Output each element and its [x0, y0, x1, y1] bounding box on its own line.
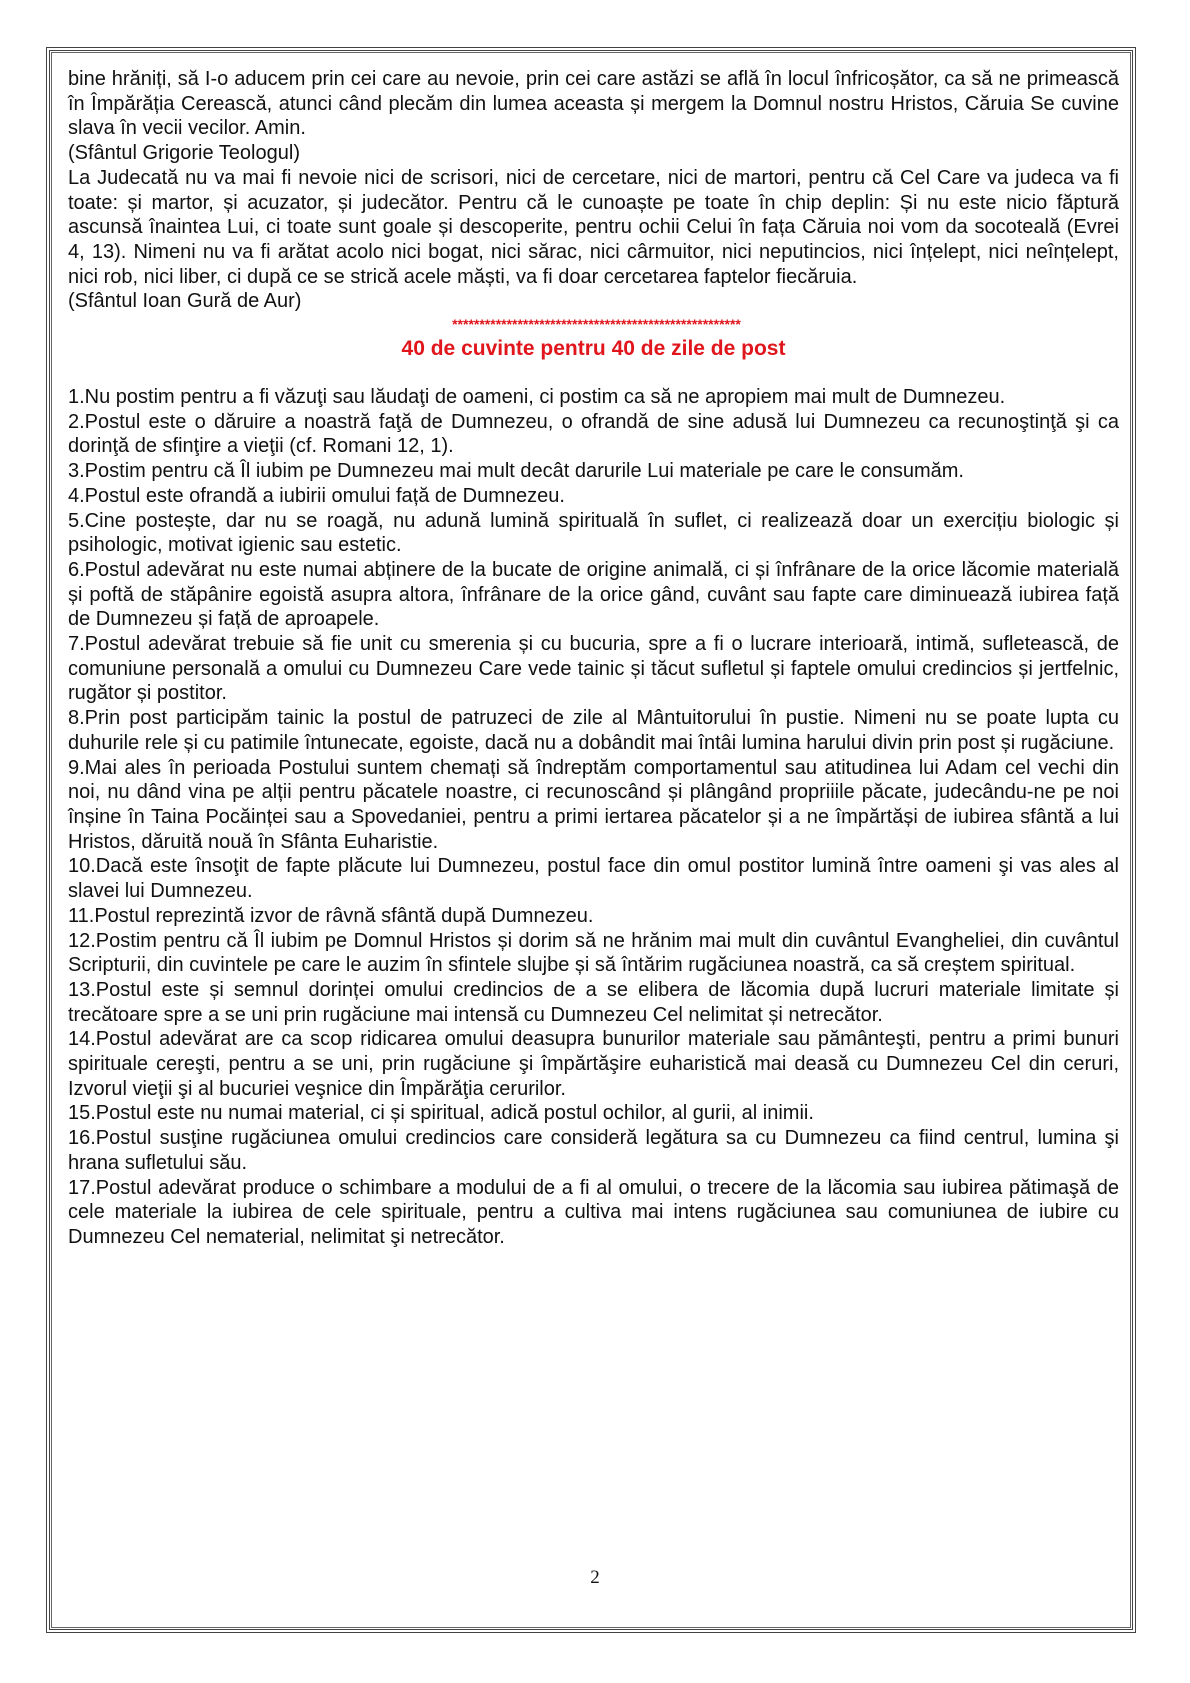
list-item-17: 17.Postul adevărat produce o schimbare a modului de a fi al omului, o trecere de la lăcomia sau iubirea pătimaşă de cele materiale la iubirea de cele spirituale, pentru a cultiva mai intens rugăciunea sau comuniunea de iubire cu Dumnezeu Cel nematerial, nelimitat şi netrecător.	[68, 1176, 1119, 1248]
list-item-12: 12.Postim pentru că Îl iubim pe Domnul Hristos și dorim să ne hrănim mai mult din cuvântul Evangheliei, din cuvântul Scripturii, din cuvintele pe care le auzim în sfintele slujbe și să întărim rugăciunea noastră, ca să creștem spiritual.	[68, 929, 1119, 977]
attribution-grigorie: (Sfântul Grigorie Teologul)	[68, 142, 300, 165]
list-item-3: 3.Postim pentru că Îl iubim pe Dumnezeu mai mult decât darurile Lui materiale pe care le consumăm.	[68, 460, 964, 483]
intro-paragraph: bine hrăniți, să I-o aducem prin cei care au nevoie, prin cei care astăzi se află în locul înfricoșător, ca să ne primească în Împărăția Cerească, atunci când plecăm din lumea aceasta și mergem la Domnul nostru Hristos, Căruia Se cuvine slava în vecii vecilor. Amin.	[68, 68, 1119, 140]
section-title: 40 de cuvinte pentru 40 de zile de post	[401, 337, 786, 361]
list-item-6: 6.Postul adevărat nu este numai abținere de la bucate de origine animală, ci și înfrânare de la orice lăcomie materială și poftă de stăpânire egoistă asupra altora, înfrânare de la orice gând, cuvânt sau fapte care diminuează iubirea față de Dumnezeu și față de aproapele.	[68, 558, 1119, 631]
list-item-2: 2.Postul este o dăruire a noastră faţă de Dumnezeu, o ofrandă de sine adusă lui Dumnezeu ca recunoştinţă şi ca dorinţă de sfinţire a vieţii (cf. Romani 12, 1).	[68, 410, 1119, 458]
list-item-7: 7.Postul adevărat trebuie să fie unit cu smerenia și cu bucuria, spre a fi o lucrare interioară, intimă, sufletească, de comuniune personală a omului cu Dumnezeu Care vede tainic și tăcut sufletul și faptele omului credincios și jertfelnic, rugător și postitor.	[68, 633, 1119, 705]
list-item-14: 14.Postul adevărat are ca scop ridicarea omului deasupra bunurilor materiale sau pământeşti, pentru a primi bunuri spirituale cereşti, pentru a se uni, prin rugăciune şi împărtăşire euharistică mai deasă cu Dumnezeu Cel din ceruri, Izvorul vieţii şi al bucuriei veşnice din Împărăţia cerurilor.	[68, 1028, 1119, 1100]
list-item-1: 1.Nu postim pentru a fi văzuţi sau lăudaţi de oameni, ci postim ca să ne apropiem mai mult de Dumnezeu.	[68, 386, 1006, 409]
page-number: 2	[590, 1567, 600, 1588]
document-body	[68, 67, 1119, 1250]
list-item-13: 13.Postul este și semnul dorinței omului credincios de a se elibera de lăcomia după lucruri materiale limitate și trecătoare spre a se uni prin rugăciune mai intensă cu Dumnezeu Cel nelimitat și netrecător.	[68, 978, 1119, 1026]
list-item-11: 11.Postul reprezintă izvor de râvnă sfântă după Dumnezeu.	[68, 904, 594, 927]
list-item-15: 15.Postul este nu numai material, ci și spiritual, adică postul ochilor, al gurii, al inimii.	[68, 1102, 814, 1125]
list-item-10: 10.Dacă este însoţit de fapte plăcute lui Dumnezeu, postul face din omul postitor lumină între oameni şi vas ales al slavei lui Dumnezeu.	[68, 855, 1119, 903]
attribution-ioan: (Sfântul Ioan Gură de Aur)	[68, 290, 302, 313]
list-item-4: 4.Postul este ofrandă a iubirii omului față de Dumnezeu.	[68, 484, 565, 507]
quote-paragraph: La Judecată nu va mai fi nevoie nici de scrisori, nici de cercetare, nici de martori, pentru că Cel Care va judeca va fi toate: și martor, și acuzator, și judecător. Pentru că le cunoaște pe toate în chip deplin: Și nu este nicio făptură ascunsă înaintea Lui, ci toate sunt goale și descoperite, pentru ochii Celui în fața Căruia noi vom da socoteală (Evrei 4, 13). Nimeni nu va fi arătat acolo nici bogat, nici sărac, nici cârmuitor, nici neputincios, nici înțelept, nici neînțelept, nici rob, nici liber, ci după ce se strică acele măști, va fi doar cercetarea faptelor fiecăruia.	[68, 166, 1119, 288]
list-item-5: 5.Cine postește, dar nu se roagă, nu adună lumină spirituală în suflet, ci realizează doar un exercițiu biologic și psihologic, motivat igienic sau estetic.	[68, 509, 1119, 557]
list-item-16: 16.Postul susţine rugăciunea omului credincios care consideră legătura sa cu Dumnezeu ca fiind centrul, lumina şi hrana sufletului său.	[68, 1127, 1119, 1174]
star-separator: *****************************************************	[452, 316, 741, 333]
list-item-9: 9.Mai ales în perioada Postului suntem chemați să îndreptăm comportamentul sau atitudinea lui Adam cel vechi din noi, nu dând vina pe alții pentru păcatele noastre, ci recunoscând și plângând propriiile păcate, judecându-ne pe noi înșine în Taina Pocăinței sau a Spovedaniei, pentru a primi iertarea păcatelor și a ne împărtăși de iubirea sfântă a lui Hristos, dăruită nouă în Sfânta Euharistie.	[68, 756, 1119, 853]
list-item-8: 8.Prin post participăm tainic la postul de patruzeci de zile al Mântuitorului în pustie. Nimeni nu se poate lupta cu duhurile rele și cu patimile întunecate, egoiste, dacă nu a dobândit mai întâi lumina harului divin prin post și rugăciune.	[68, 707, 1119, 754]
